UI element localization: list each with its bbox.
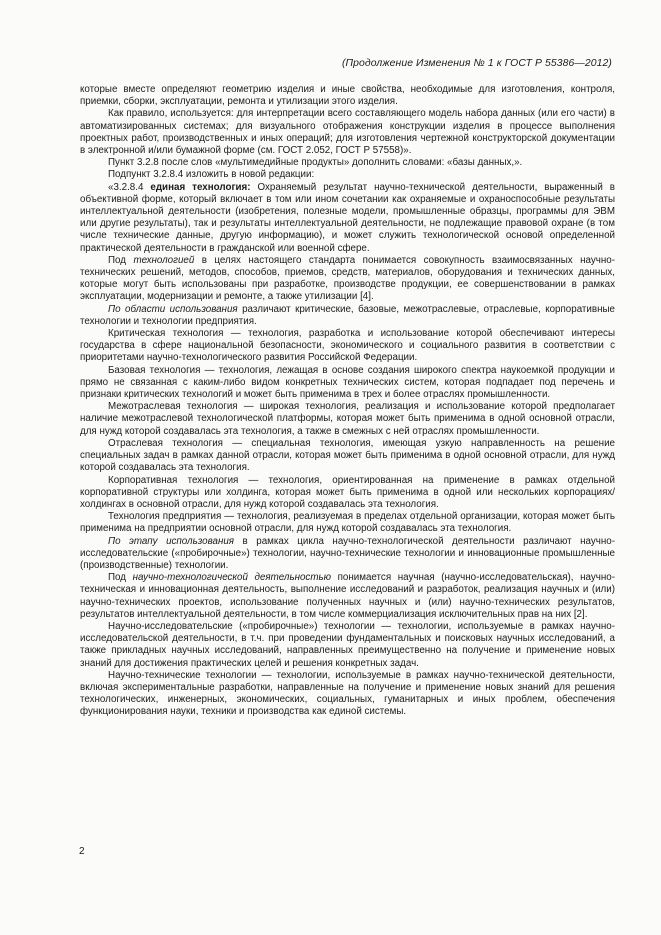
paragraph: По этапу использования в рамках цикла научно-технологической деятельности различают научно-исследовательские («пробирочные») технологии, научно-технические технологии и инновационные промышленные (производственные) технологии. bbox=[80, 535, 615, 571]
paragraph: Отраслевая технология — специальная технология, имеющая узкую направленность на решение специальных задач в рамках данной отрасли, которая может быть применима в одной основной отрасли, для нужд которой создавалась эта технология. bbox=[80, 437, 615, 474]
term: единая технология: bbox=[150, 181, 251, 193]
paragraph: Научно-исследовательские («пробирочные») технологии — технологии, используемые в рамках научно-исследовательской деятельности, в т.ч. при проведении фундаментальных и поисковых научных исследований, а также прикладных научных исследований, направленных преимущественно на получение и применение новых знаний для достижения практических целей и решения конкретных задач. bbox=[80, 620, 615, 669]
paragraph: Под научно-технологической деятельностью понимается научная (научно-исследовательская), научно-техническая и инновационная деятельность, выполнение исследований и разработок, реализация научных и (или) научно-технических проектов, использование полученных научных и (или) научно-технических результатов, результатов интеллектуальной деятельности, в том числе коммерциализация исключительных прав на них [2]. bbox=[80, 572, 615, 620]
paragraph: Под технологией в целях настоящего стандарта понимается совокупность взаимосвязанных научно-технических решений, методов, способов, приемов, средств, материалов, оборудования и технических данных, которые могут быть использованы при разработке, производстве продукции, ее совершенствовании в рамках эксплуатации, модернизации и ремонте, а также утилизации [4]. bbox=[80, 254, 616, 303]
paragraph: По области использования различают критические, базовые, межотраслевые, отраслевые, корпоративные технологии и технологии предприятия. bbox=[80, 303, 615, 327]
paragraph: Критическая технология — технология, разработка и использование которой обеспечивают интересы государства в сфере национальной безопасности, экономического и социального развития в соответствии с приоритетами научно-технологического развития Российской Федерации. bbox=[80, 328, 615, 364]
paragraph: Межотраслевая технология — широкая технология, реализация и использование которой предполагает наличие межотраслевой технологической платформы, которая может быть применима в одной основной отрасли, для нужд которой создавалась эта технология, а также в смежных с ней отраслях промышленности. bbox=[80, 401, 615, 437]
emphasis: технологией bbox=[133, 254, 195, 266]
emphasis: По области использования bbox=[108, 303, 238, 315]
paragraph: Научно-технические технологии — технологии, используемые в рамках научно-технической деятельности, включая экспериментальные разработки, направленные на получение и применение новых знаний для решения технологических, инженерных, экономических, социальных, гуманитарных и иных проблем, обеспечения функционирования науки, техники и производства как единой системы. bbox=[80, 669, 615, 718]
document-body bbox=[80, 84, 615, 719]
paragraph: которые вместе определяют геометрию изделия и иные свойства, необходимые для изготовления, контроля, приемки, сборки, эксплуатации, ремонта и утилизации этого изделия. bbox=[80, 84, 615, 108]
definition-paragraph: «3.2.8.4 единая технология: Охраняемый результат научно-технической деятельности, выраженный в объективной форме, который включает в том или ином сочетании как охраняемые и охраноспособные результаты интеллектуальной деятельности (изобретения, полезные модели, промышленные образцы, программы для ЭВМ или другие результаты), так и результаты интеллектуальной деятельности, не подлежащие правовой охране (в том числе технические данные, другую информацию), и может служить технологической основой определенной практической деятельности в гражданской или военной сфере. bbox=[80, 181, 615, 254]
emphasis: По этапу использования bbox=[108, 535, 235, 547]
page-header: (Продолжение Изменения № 1 к ГОСТ Р 55386—2012) bbox=[341, 58, 612, 69]
paragraph: Как правило, используется: для интерпретации всего составляющего модель набора данных (или его части) в автоматизированных системах; для визуального отображения конструкции изделия в процессе выполнения проектных работ, производственных и иных операций; для изготовления чертежной конструкторской документации в электронной и/или бумажной форме (см. ГОСТ 2.052, ГОСТ Р 57558)». bbox=[80, 108, 615, 157]
paragraph: Технология предприятия — технология, реализуемая в пределах отдельной организации, которая может быть применима на предприятии основной отрасли, для нужд которой создавалась эта технология. bbox=[80, 511, 615, 535]
paragraph: Подпункт 3.2.8.4 изложить в новой редакции: bbox=[108, 169, 315, 181]
page-number: 2 bbox=[79, 846, 85, 857]
paragraph: Базовая технология — технология, лежащая в основе создания широкого спектра наукоемкой продукции и прямо не связанная с каким-либо видом конкретных технических систем, которая подпадает под перечень и признаки критических технологий и может быть применима в трех и более отраслях промышленности. bbox=[80, 364, 615, 401]
emphasis: научно-технологической деятельностью bbox=[132, 572, 332, 584]
paragraph: Корпоративная технология — технология, ориентированная на применение в рамках отдельной корпоративной структуры или холдинга, которая может быть применима в одной или нескольких корпорациях/холдингах в основной отрасли, для нужд которой создавалась эта технология. bbox=[80, 474, 615, 510]
paragraph: Пункт 3.2.8 после слов «мультимедийные продукты» дополнить словами: «базы данных,». bbox=[108, 157, 523, 169]
